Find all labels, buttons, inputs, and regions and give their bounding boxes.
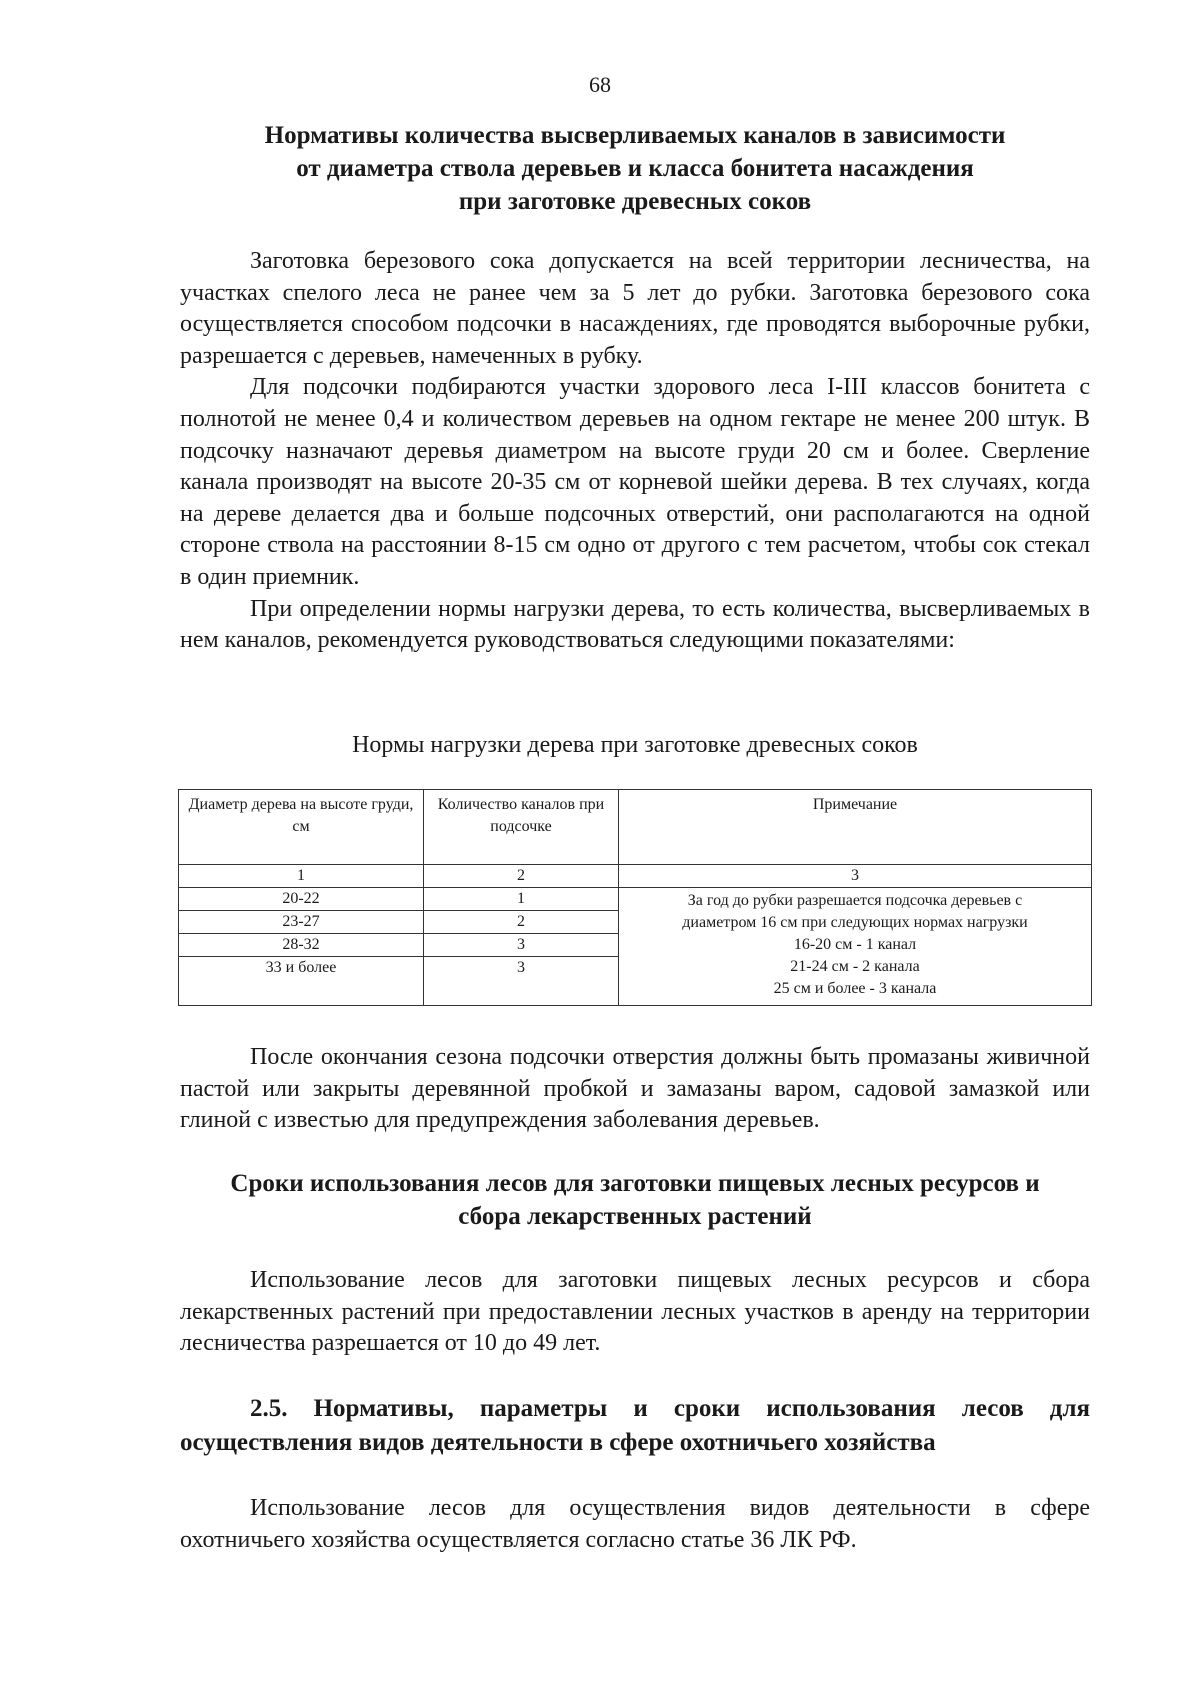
header-diameter: Диаметр дерева на высоте груди, см [179,790,424,865]
note-line: 21-24 см - 2 канала [790,958,920,975]
table-row [179,888,1092,911]
section2-text [180,1265,1090,1360]
table-caption: Нормы нагрузки дерева при заготовке древесных соков [352,732,918,758]
channels-cell: 3 [424,934,619,957]
header-channels: Количество каналов при подсочке [424,790,619,865]
title-line: Нормативы количества высверливаемых каналов в зависимости [264,122,1006,149]
header-note: Примечание [619,790,1092,865]
intro-text [180,246,1090,657]
channels-cell: 2 [424,911,619,934]
paragraph: После окончания сезона подсочки отверстия должны быть промазаны живичной пастой или закрыты деревянной пробкой и замазаны варом, садовой замазкой или глиной с известью для предупреждения заболевания деревьев. [180,1044,1090,1134]
paragraph: При определении нормы нагрузки дерева, то есть количества, высверливаемых в нем каналов, рекомендуется руководствоваться следующими показателями: [180,595,1090,654]
note-line: 16-20 см - 1 канал [793,936,917,953]
table-header-row [179,790,1092,865]
section-title [180,119,1090,218]
load-norms-table [178,789,1092,1006]
column-number: 3 [619,865,1092,888]
section3-text [180,1493,1090,1556]
note-line: 25 см и более - 3 канала [773,980,937,997]
note-cell [619,888,1092,1006]
section-heading [180,1167,1090,1233]
page-number: 68 [589,72,611,97]
paragraph: Использование лесов для осуществления видов деятельности в сфере охотничьего хозяйства осуществляется согласно статье 36 ЛК РФ. [180,1495,1090,1553]
column-number: 1 [179,865,424,888]
table-numbering-row [179,865,1092,888]
heading-line: сбора лекарственных растений [458,1203,812,1230]
heading-line: 2.5. Нормативы, параметры и сроки использования лесов для [250,1395,1090,1422]
diameter-cell: 23-27 [179,911,424,934]
title-line: от диаметра ствола деревьев и класса бонитета насаждения [296,155,974,182]
section-heading-2-5 [180,1392,1090,1460]
diameter-cell: 28-32 [179,934,424,957]
note-line: За год до рубки разрешается подсочка деревьев с [687,892,1023,909]
diameter-cell: 33 и более [179,957,424,1006]
note-line: диаметром 16 см при следующих нормах нагрузки [682,914,1028,931]
paragraph: Для подсочки подбираются участки здорового леса I-III классов бонитета с полнотой не менее 0,4 и количеством деревьев на одном гектаре не менее 200 штук. В подсочку назначают деревья диаметром на высоте груди 20 см и более. Сверление канала производят на высоте 20-35 см от корневой шейки дерева. В тех случаях, когда на дереве делается два и больше подсочных отверстий, они располагаются на одной стороне ствола на расстоянии 8-15 см одно от другого с тем расчетом, чтобы сок стекал в один приемник. [180,374,1090,590]
title-line: при заготовке древесных соков [458,188,812,215]
paragraph: Использование лесов для заготовки пищевых лесных ресурсов и сбора лекарственных растений при предоставлении лесных участков в аренду на территории лесничества разрешается от 10 до 49 лет. [180,1267,1090,1357]
diameter-cell: 20-22 [179,888,424,911]
channels-cell: 1 [424,888,619,911]
column-number: 2 [424,865,619,888]
heading-line: осуществления видов деятельности в сфере охотничьего хозяйства [180,1429,936,1456]
after-table-text [180,1042,1090,1137]
heading-line: Сроки использования лесов для заготовки пищевых лесных ресурсов и [230,1170,1040,1197]
paragraph: Заготовка березового сока допускается на всей территории лесничества, на участках спелого леса не ранее чем за 5 лет до рубки. Заготовка березового сока осуществляется способом подсочки в насаждениях, где проводятся выборочные рубки, разрешается с деревьев, намеченных в рубку. [180,248,1090,369]
channels-cell: 3 [424,957,619,1006]
